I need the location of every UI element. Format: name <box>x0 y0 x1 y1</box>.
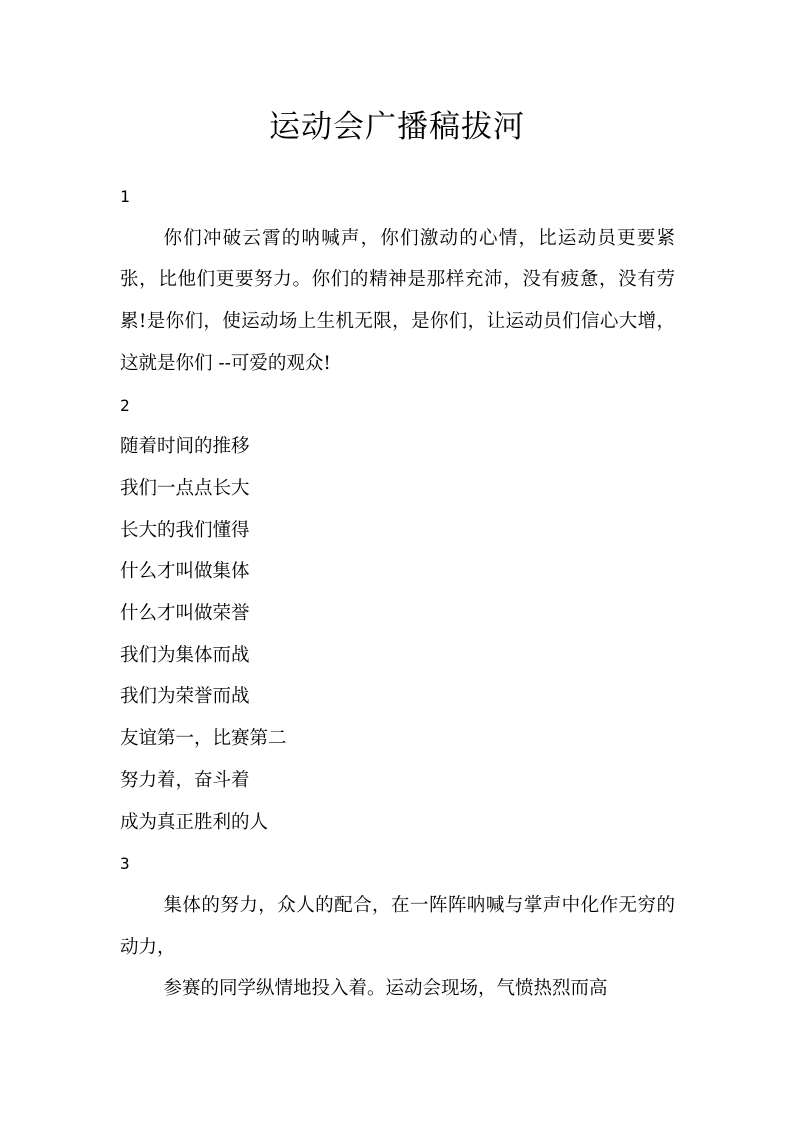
document-title: 运动会广播稿拔河 <box>269 109 525 145</box>
poem-line: 我们一点点长大 <box>120 477 250 499</box>
section-number-3: 3 <box>120 854 130 874</box>
poem-line: 什么才叫做集体 <box>120 561 250 583</box>
poem-line: 我们为集体而战 <box>120 644 250 666</box>
section-number-1: 1 <box>120 187 130 206</box>
section-1-paragraph: 你们冲破云霄的呐喊声，你们激动的心情，比运动员更要紧张，比他们更要努力。你们的精神是那样充沛，没有疲惫，没有劳累!是你们，使运动场上生机无限，是你们，让运动员们信心大增，这就是你们 --可爱的观众! <box>120 227 675 374</box>
poem-line: 什么才叫做荣誉 <box>120 603 250 625</box>
poem-line: 友谊第一，比赛第二 <box>120 728 287 750</box>
section-3-paragraph: 集体的努力，众人的配合，在一阵阵呐喊与掌声中化作无穷的动力， <box>120 894 675 958</box>
poem-line: 努力着，奋斗着 <box>120 769 250 791</box>
poem-line: 成为真正胜利的人 <box>120 811 269 833</box>
section-3-paragraph: 参赛的同学纵情地投入着。运动会现场，气愤热烈而高 <box>163 978 608 1000</box>
poem-line: 我们为荣誉而战 <box>120 686 250 708</box>
document-body <box>120 176 675 1010</box>
poem-line: 随着时间的推移 <box>120 436 250 458</box>
poem-line: 长大的我们懂得 <box>120 519 250 541</box>
section-number-2: 2 <box>120 395 130 415</box>
